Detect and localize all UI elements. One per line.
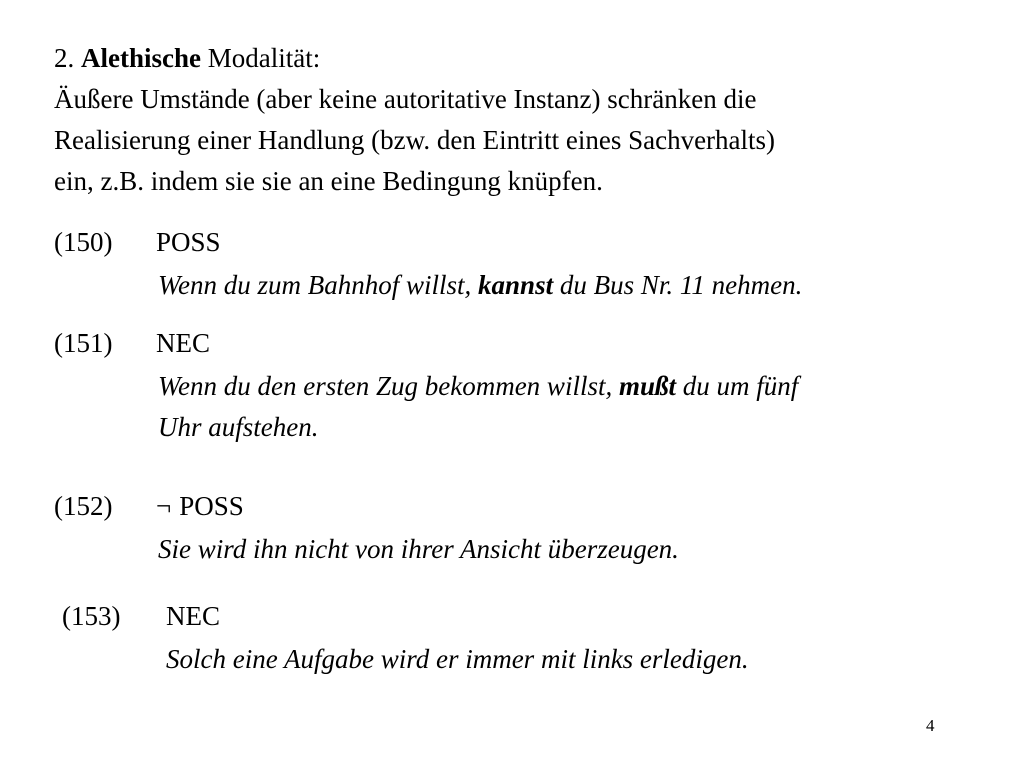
example-label-with-negation [156,486,244,527]
example-number: (153) [62,601,121,631]
sentence-before: Wenn du den ersten Zug bekommen willst, [158,371,619,401]
sentence-before: Wenn du zum Bahnhof willst, [158,270,479,300]
sentence-modal-verb: kannst [478,270,554,300]
example-sentence-line: Uhr aufstehen. [158,412,319,442]
intro-line: Realisierung einer Handlung (bzw. den Eintritt eines Sachverhalts) [54,125,776,155]
intro-paragraph [54,79,984,202]
intro-line: ein, z.B. indem sie sie an eine Bedingung knüpfen. [54,166,603,196]
example-151 [54,323,984,448]
example-153 [62,596,992,686]
page-number: 4 [926,716,935,735]
example-sentence-line [158,366,798,407]
example-sentence-line [158,265,802,306]
example-label-text: POSS [179,491,244,521]
example-number: (151) [54,328,113,358]
sentence-after: du Bus Nr. 11 nehmen. [553,270,803,300]
heading-number: 2. [54,43,75,73]
example-sentence [158,265,802,306]
intro-line: Äußere Umstände (aber keine autoritative Instanz) schränken die [54,84,757,114]
example-150 [54,222,984,312]
example-label: NEC [156,328,210,358]
section-heading [54,38,320,78]
example-sentence-line: Solch eine Aufgabe wird er immer mit links erledigen. [166,644,749,674]
example-label: NEC [166,601,220,631]
example-label: POSS [156,227,221,257]
example-152 [54,486,984,576]
heading-bold-term: Alethische [81,43,201,73]
sentence-after: du um fünf [675,371,799,401]
example-sentence-line: Sie wird ihn nicht von ihrer Ansicht überzeugen. [158,534,679,564]
example-sentence [158,366,798,448]
example-sentence [166,639,749,680]
example-sentence [158,529,679,570]
sentence-modal-verb: mußt [618,371,676,401]
negation-icon: ¬ [156,491,172,521]
example-number: (150) [54,227,113,257]
example-number: (152) [54,491,113,521]
heading-rest: Modalität: [207,43,321,73]
